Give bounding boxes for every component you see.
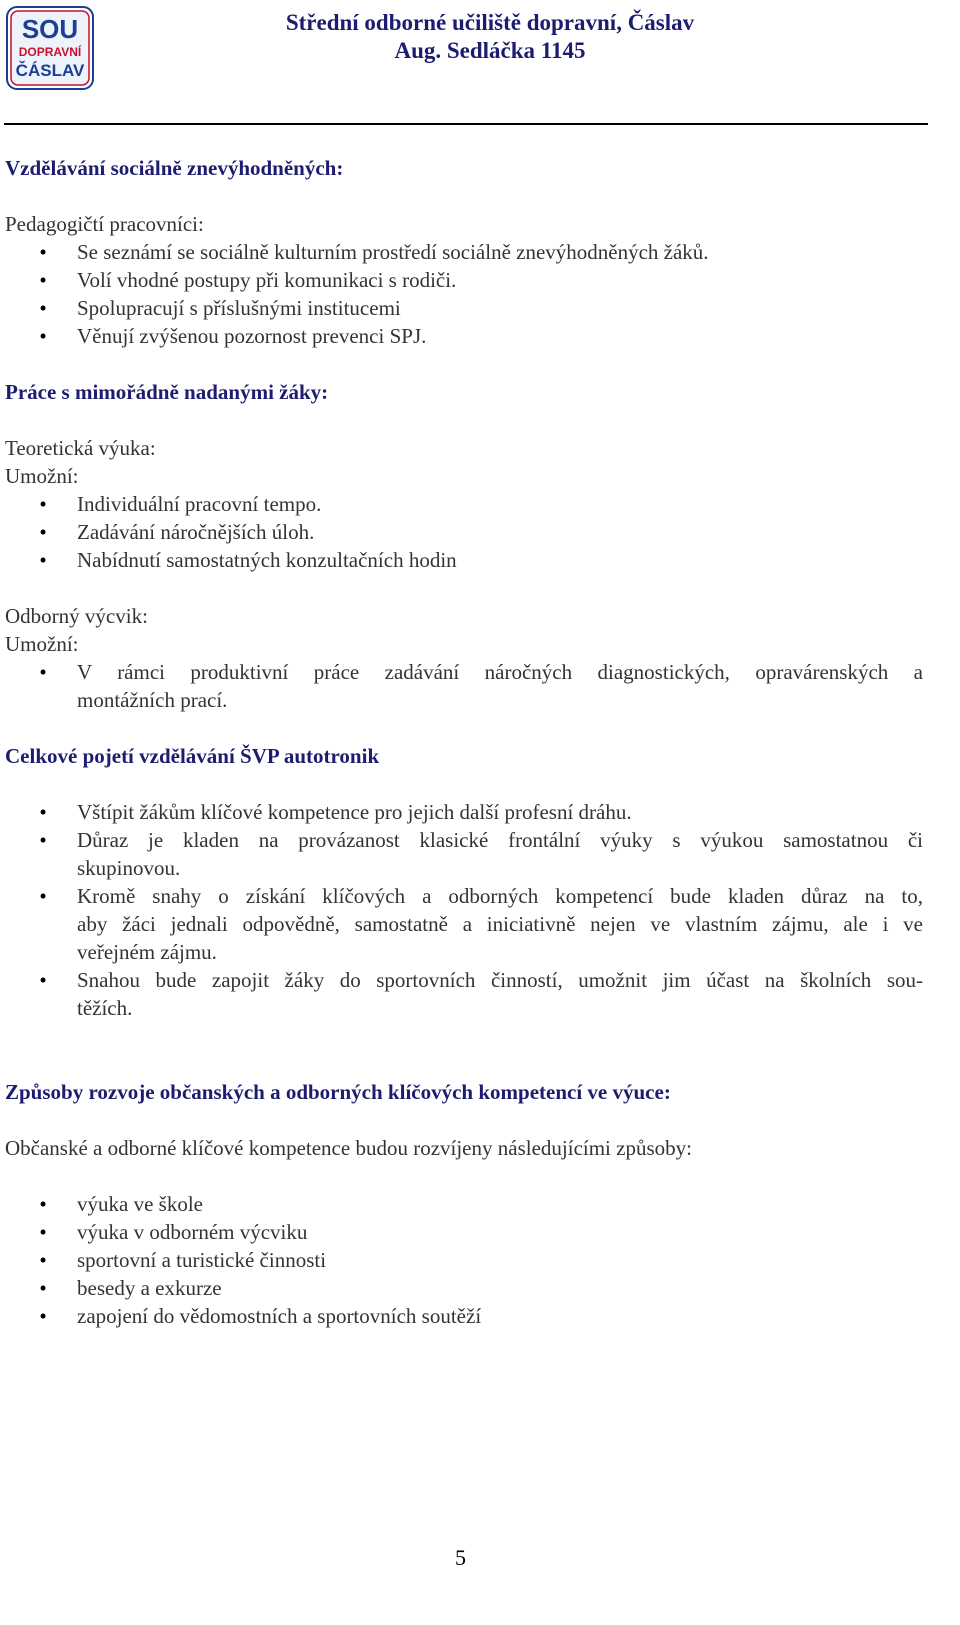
bullet: • <box>39 828 47 852</box>
subsection-intro: Umožní: <box>5 464 79 488</box>
school-name: Střední odborné učiliště dopravní, Čáslav <box>285 10 695 35</box>
bullet: • <box>39 324 47 348</box>
logo-graphic <box>6 6 94 90</box>
subsection-theory: Teoretická výuka: <box>5 436 156 460</box>
section-title-svp: Celkové pojetí vzdělávání ŠVP autotronik <box>5 744 380 768</box>
subsection-practical: Odborný výcvik: <box>5 604 148 628</box>
svg-text:ČÁSLAV: ČÁSLAV <box>15 61 85 80</box>
header-divider <box>4 123 928 125</box>
bullet: • <box>39 1220 47 1244</box>
page-number: 5 <box>455 1545 466 1570</box>
bullet: • <box>39 268 47 292</box>
bullet: • <box>39 800 47 824</box>
bullet: • <box>39 520 47 544</box>
bullet: • <box>39 1276 47 1300</box>
svg-text:DOPRAVNÍ: DOPRAVNÍ <box>18 45 82 59</box>
section-title-gifted: Práce s mimořádně nadanými žáky: <box>5 380 329 404</box>
bullet: • <box>39 548 47 572</box>
section-intro: Pedagogičtí pracovníci: <box>5 212 204 236</box>
bullet: • <box>39 660 47 684</box>
bullet: • <box>39 296 47 320</box>
bullet: • <box>39 1192 47 1216</box>
school-logo <box>6 6 94 90</box>
section-title-disadvantaged: Vzdělávání sociálně znevýhodněných: <box>5 156 344 180</box>
bullet: • <box>39 968 47 992</box>
bullet: • <box>39 1248 47 1272</box>
school-address: Aug. Sedláčka 1145 <box>394 38 586 63</box>
bullet: • <box>39 492 47 516</box>
section-intro: Občanské a odborné klíčové kompetence budou rozvíjeny následujícími způsoby: <box>5 1136 692 1160</box>
subsection-intro: Umožní: <box>5 632 79 656</box>
bullet: • <box>39 240 47 264</box>
bullet: • <box>39 1304 47 1328</box>
svg-text:SOU: SOU <box>21 14 79 44</box>
bullet: • <box>39 884 47 908</box>
section-title-competences: Způsoby rozvoje občanských a odborných klíčových kompetencí ve výuce: <box>5 1080 671 1104</box>
